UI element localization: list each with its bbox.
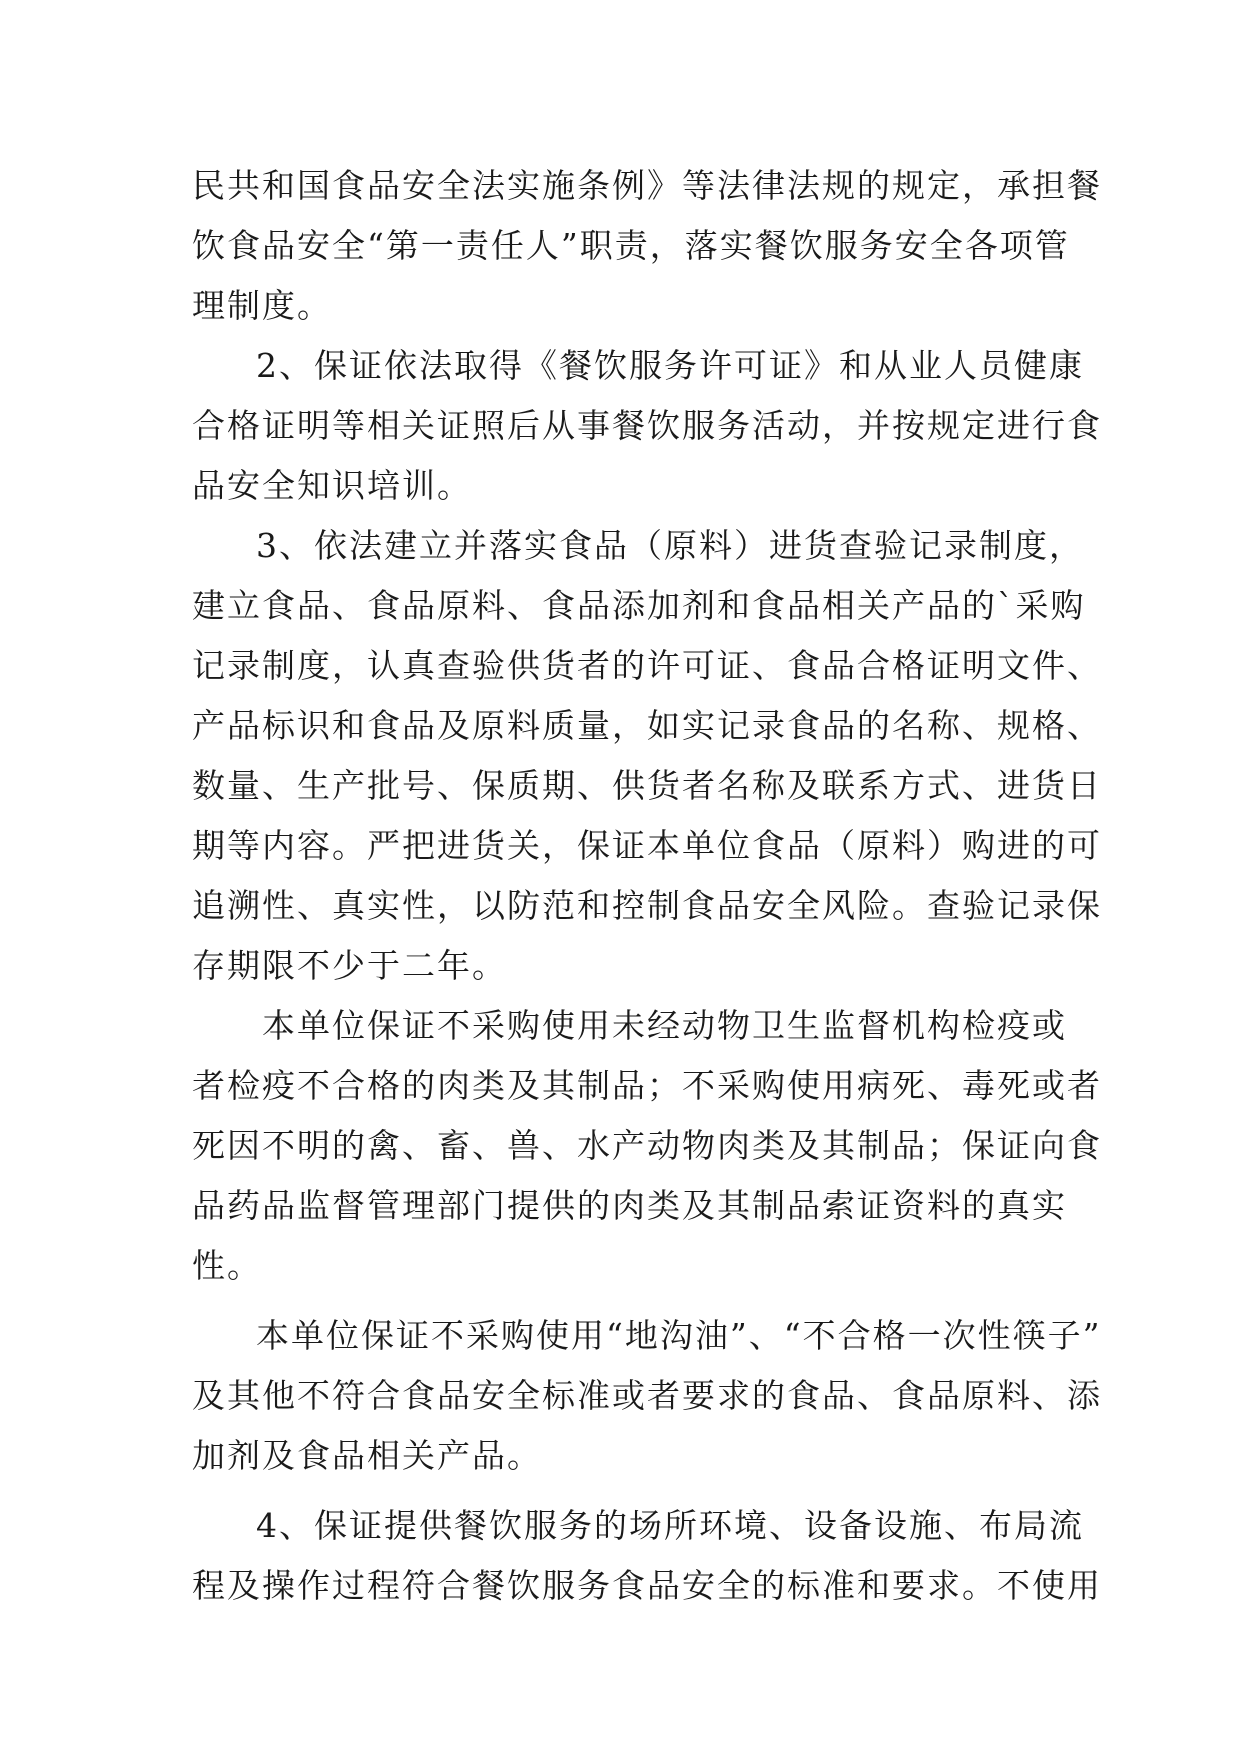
text-line-22: 加剂及食品相关产品。 (192, 1436, 542, 1475)
text-line-14: 存期限不少于二年。 (192, 946, 507, 985)
text-line-2: 饮食品安全“第一责任人”职责，落实餐饮服务安全各项管 (192, 226, 1070, 265)
paragraph-3-first-line: 3、依法建立并落实食品（原料）进货查验记录制度， (256, 526, 1084, 565)
text-line-16: 者检疫不合格的肉类及其制品；不采购使用病死、毒死或者 (192, 1066, 1102, 1105)
text-line-1: 民共和国食品安全法实施条例》等法律法规的规定，承担餐 (192, 166, 1102, 205)
text-line-21: 及其他不符合食品安全标准或者要求的食品、食品原料、添 (192, 1376, 1102, 1415)
text-line-12: 期等内容。严把进货关，保证本单位食品（原料）购进的可 (192, 826, 1102, 865)
text-line-6: 品安全知识培训。 (192, 466, 472, 505)
text-line-11: 数量、生产批号、保质期、供货者名称及联系方式、进货日 (192, 766, 1102, 805)
text-line-19: 性。 (192, 1246, 262, 1285)
paragraph-meat-first-line: 本单位保证不采购使用未经动物卫生监督机构检疫或 (262, 1006, 1067, 1045)
text-line-8: 建立食品、食品原料、食品添加剂和食品相关产品的`采购 (192, 586, 1086, 625)
text-line-18: 品药品监督管理部门提供的肉类及其制品索证资料的真实 (192, 1186, 1067, 1225)
text-line-13: 追溯性、真实性，以防范和控制食品安全风险。查验记录保 (192, 886, 1102, 925)
text-line-10: 产品标识和食品及原料质量，如实记录食品的名称、规格、 (192, 706, 1102, 745)
text-line-3: 理制度。 (192, 286, 332, 325)
text-line-9: 记录制度，认真查验供货者的许可证、食品合格证明文件、 (192, 646, 1102, 685)
text-line-5: 合格证明等相关证照后从事餐饮服务活动，并按规定进行食 (192, 406, 1102, 445)
paragraph-2-first-line: 2、保证依法取得《餐饮服务许可证》和从业人员健康 (256, 346, 1084, 385)
paragraph-oil-first-line: 本单位保证不采购使用“地沟油”、“不合格一次性筷子” (256, 1316, 1102, 1355)
paragraph-4-first-line: 4、保证提供餐饮服务的场所环境、设备设施、布局流 (256, 1506, 1084, 1545)
text-line-17: 死因不明的禽、畜、兽、水产动物肉类及其制品；保证向食 (192, 1126, 1102, 1165)
text-line-24: 程及操作过程符合餐饮服务食品安全的标准和要求。不使用 (192, 1566, 1102, 1605)
